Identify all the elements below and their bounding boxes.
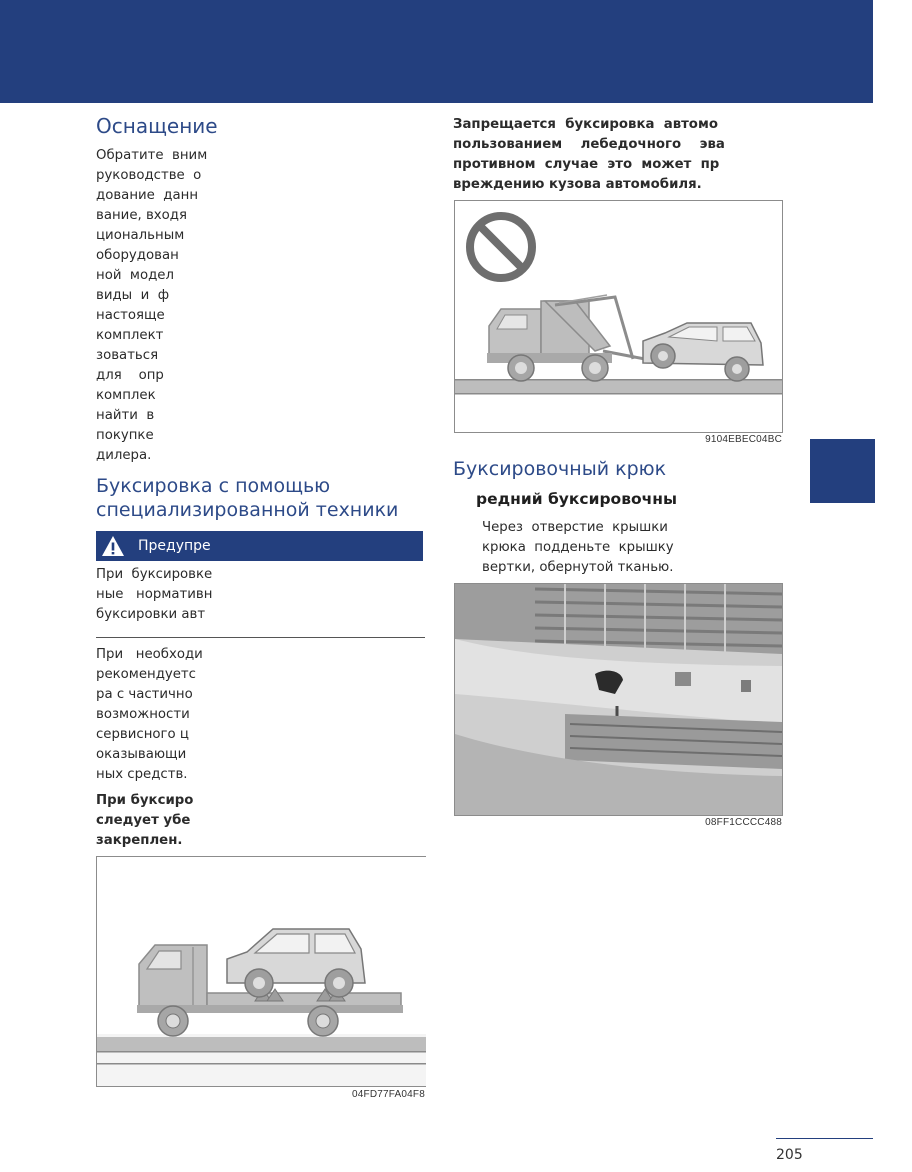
text-line: При буксировке bbox=[96, 567, 213, 582]
warning-divider bbox=[96, 637, 425, 638]
text-line: вание, входя bbox=[96, 208, 187, 223]
warning-paragraph bbox=[96, 565, 212, 625]
text-line: ра с частично bbox=[96, 687, 193, 702]
text-line: ной модел bbox=[96, 268, 174, 283]
text-line: противном случае это может пр bbox=[453, 157, 720, 172]
warning-triangle-icon bbox=[100, 533, 126, 559]
warning-title: Предупре bbox=[138, 538, 211, 554]
text-line: При буксиро bbox=[96, 793, 194, 808]
figure-code: 9104EBEC04BC bbox=[705, 434, 782, 445]
prohibited-sign-icon bbox=[470, 216, 532, 278]
wheel-lift-prohibited-figure bbox=[454, 200, 783, 433]
text-line: сервисного ц bbox=[96, 727, 189, 742]
text-line: найти в bbox=[96, 408, 155, 423]
text-line: покупке bbox=[96, 428, 154, 443]
tow-truck-illustration bbox=[455, 201, 782, 432]
text-line: дилера. bbox=[96, 448, 152, 463]
front-bumper-figure bbox=[454, 583, 783, 816]
equipment-paragraph bbox=[96, 146, 207, 466]
text-line: Через отверстие крышки bbox=[482, 520, 668, 535]
prohibition-note bbox=[453, 115, 725, 195]
flatbed-towing-figure bbox=[96, 856, 426, 1087]
text-line: руководстве о bbox=[96, 168, 202, 183]
text-line: Запрещается буксировка автомо bbox=[453, 117, 718, 132]
text-line: При необходи bbox=[96, 647, 203, 662]
text-line: дование данн bbox=[96, 188, 199, 203]
figure-code: 04FD77FA04F8 bbox=[352, 1089, 425, 1100]
text-line: рекомендуетс bbox=[96, 667, 196, 682]
text-line: пользованием лебедочного эва bbox=[453, 137, 725, 152]
text-line: следует убе bbox=[96, 813, 191, 828]
text-line: вертки, обернутой тканью. bbox=[482, 560, 674, 575]
section-title-equipment: Оснащение bbox=[96, 114, 218, 138]
figure-code: 08FF1CCCC488 bbox=[705, 817, 782, 828]
hook-paragraph bbox=[482, 518, 674, 578]
section-title-tow-hook: Буксировочный крюк bbox=[453, 458, 667, 480]
section-title-line: специализированной техники bbox=[96, 499, 399, 521]
text-line: настояще bbox=[96, 308, 165, 323]
bold-note bbox=[96, 791, 193, 851]
text-line: возможности bbox=[96, 707, 190, 722]
text-line: ных средств. bbox=[96, 767, 188, 782]
subsection-title-front-hook: редний буксировочны bbox=[476, 490, 678, 508]
text-line: циональным bbox=[96, 228, 185, 243]
text-line: комплек bbox=[96, 388, 156, 403]
warning-header bbox=[96, 531, 423, 561]
text-line: ные нормативн bbox=[96, 587, 213, 602]
text-line: комплект bbox=[96, 328, 164, 343]
text-line: виды и ф bbox=[96, 288, 170, 303]
text-line: оборудован bbox=[96, 248, 179, 263]
text-line: буксировки авт bbox=[96, 607, 206, 622]
bumper-photo-illustration bbox=[455, 584, 782, 815]
text-line: крюка подденьте крышку bbox=[482, 540, 674, 555]
page-number: 205 bbox=[776, 1147, 803, 1163]
text-line: закреплен. bbox=[96, 833, 183, 848]
text-line: вреждению кузова автомобиля. bbox=[453, 177, 702, 192]
text-line: зоваться bbox=[96, 348, 159, 363]
section-side-tab bbox=[810, 439, 875, 503]
text-line: Обратите вним bbox=[96, 148, 208, 163]
section-title-towing bbox=[96, 474, 398, 522]
text-line: оказывающи bbox=[96, 747, 187, 762]
header-band bbox=[0, 0, 873, 103]
section-title-line: Буксировка с помощью bbox=[96, 475, 331, 497]
text-line: для опр bbox=[96, 368, 164, 383]
flatbed-truck-illustration bbox=[97, 857, 426, 1086]
page-number-rule bbox=[776, 1138, 873, 1139]
service-paragraph bbox=[96, 645, 203, 785]
